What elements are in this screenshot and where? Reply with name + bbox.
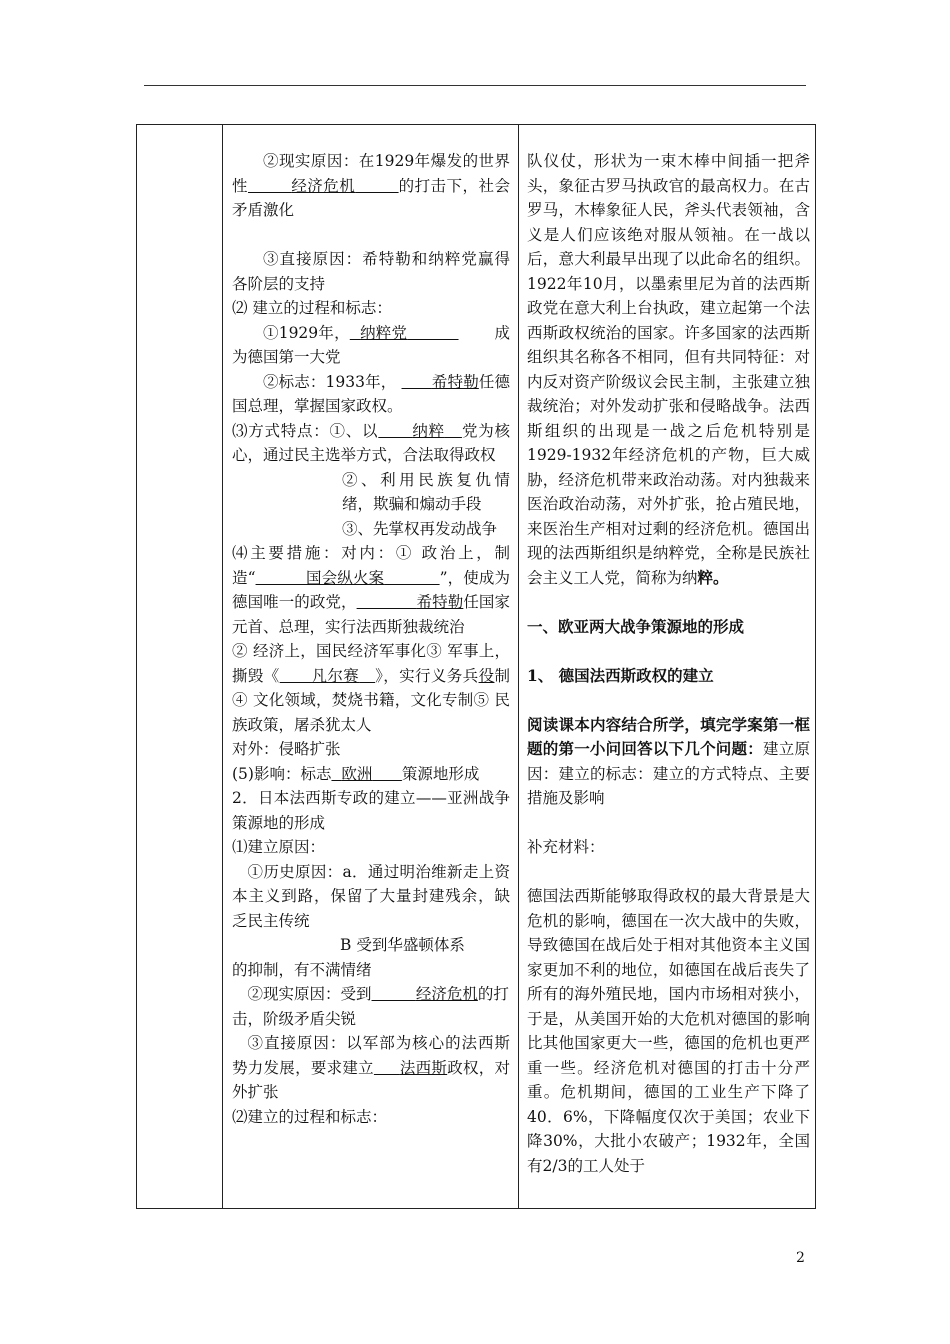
japan-causes-heading: ⑴建立原因： <box>232 838 326 856</box>
direct-cause: ③直接原因：希特勒和纳粹党赢得各阶层的支持 <box>232 250 510 293</box>
reference-material <box>527 149 810 1178</box>
blank-answer: 凡尔赛 <box>311 666 360 685</box>
blank-answer: 役 <box>478 666 495 685</box>
table-column-left <box>136 124 223 1209</box>
japan-washington-system-cont: 的抑制，有不满情绪 <box>232 960 372 979</box>
blank-answer: 希特勒 <box>431 372 479 391</box>
reading-instruction: 阅读课本内容结合所学，填完学案第一框题的第一小问回答以下几个问题：建立原因：建立的标志：建立的方式特点、主要措施及影响 <box>527 714 810 807</box>
japan-washington-system: B 受到华盛顿体系 <box>340 936 465 954</box>
fascism-background: 队仪仗，形状为一束木棒中间插一把斧头，象征古罗马执政官的最高权力。在古罗马，木棒象征人民，斧头代表领袖，含义是人们应该绝对服从领袖。在一战以后，意大利最早出现了以此命名的组织。1922年10月，以墨索里尼为首的法西斯政党在意大利上台执政，建立起第一个法西斯政权统治的国家。许多国家的法西斯组织其名称各不相同，但有共同特征：对内反对资产阶级议会民主制，主张建立独裁统治；对外发动扩张和侵略战争。法西斯组织的出现是一战之后危机特别是1929-1932年经济危机的产物，巨大威胁，经济危机带来政治动荡。对内独裁来医治政治动荡，对外扩张，抢占殖民地，来医治生产相对过剩的经济危机。德国出现的法西斯组织是纳粹党，全称是民族社会主义工人党，简称为纳粹。 <box>527 152 810 587</box>
foreign-policy: 对外：侵略扩张 <box>232 740 341 758</box>
blank-answer: 欧洲 <box>341 764 373 783</box>
germany-background: 德国法西斯能够取得政权的最大背景是大危机的影响，德国在一次大战中的失败，导致德国在战后处于相对其他资本主义国家更加不利的地位，如德国在战后丧失了所有的海外殖民地，国内市场相对狭小，于是，从美国开始的大危机对德国的影响比其他国家更大一些，德国的危机也更严重一些。经济危机对德国的打击十分严重。危机期间，德国的工业生产下降了40．6%，下降幅度仅次于美国；农业下降30%，大批小农破产；1932年，全国有2/3的工人处于 <box>527 887 810 1175</box>
japan-heading: 2．日本法西斯专政的建立——亚洲战争策源地的形成 <box>232 789 510 832</box>
blank-answer: 经济危机 <box>415 985 478 1003</box>
economic-measures: ② 经济上，国民经济军事化③ 军事上，撕毁《 凡尔赛 》，实行义务兵役制④ 文化领域，焚烧书籍，文化专制⑤ 民族政策，屠杀犹太人 <box>232 642 510 734</box>
page-number: 2 <box>796 1250 805 1266</box>
supplement-label: 补充材料： <box>527 838 605 856</box>
influence: (5)影响：标志 欧洲 策源地形成 <box>232 764 480 783</box>
header-rule <box>144 85 806 86</box>
study-outline <box>232 149 510 1129</box>
blank-answer: 法西斯 <box>399 1058 448 1077</box>
blank-answer: 希特勒 <box>416 593 464 611</box>
method-feature-3: ③、先掌权再发动战争 <box>342 519 498 538</box>
process-heading: ⑵ 建立的过程和标志： <box>232 299 392 317</box>
japan-direct-cause: ③直接原因：以军部为核心的法西斯势力发展，要求建立 法西斯政权，对外扩张 <box>232 1034 510 1101</box>
reality-cause: ②现实原因：在1929年爆发的世界性 经济危机 的打击下，社会矛盾激化 <box>232 152 510 219</box>
process-item-1: ①1929年， 纳粹党 成为德国第一大党 <box>232 323 510 366</box>
section-heading: 一、欧亚两大战争策源地的形成 <box>527 616 745 636</box>
method-feature-2: ②、利用民族复仇情绪，欺骗和煽动手段 <box>342 470 510 513</box>
method-features: ⑶方式特点：①、以 纳粹 党为核心，通过民主选举方式，合法取得政权 <box>232 421 510 464</box>
blank-answer: 国会纵火案 <box>306 568 385 587</box>
blank-answer: 纳粹党 <box>360 323 408 342</box>
japan-history-cause: ①历史原因：a．通过明治维新走上资本主义到路，保留了大量封建残余，缺乏民主传统 <box>232 862 510 930</box>
process-item-2: ②标志：1933年， 希特勒任德国总理，掌握国家政权。 <box>232 372 510 415</box>
japan-reality-cause: ②现实原因：受到 经济危机的打击，阶级矛盾尖锐 <box>232 985 509 1028</box>
blank-answer: 纳粹 <box>412 421 445 440</box>
blank-answer: 经济危机 <box>291 176 356 195</box>
japan-process-heading: ⑵建立的过程和标志： <box>232 1107 388 1126</box>
subsection-heading: 1、 德国法西斯政权的建立 <box>527 665 714 685</box>
main-measures: ⑷主要措施：对内：① 政治上，制造“ 国会纵火案 ”，使成为德国唯一的政党， 希特勒任国家元首、总理，实行法西斯独裁统治 <box>232 544 510 636</box>
